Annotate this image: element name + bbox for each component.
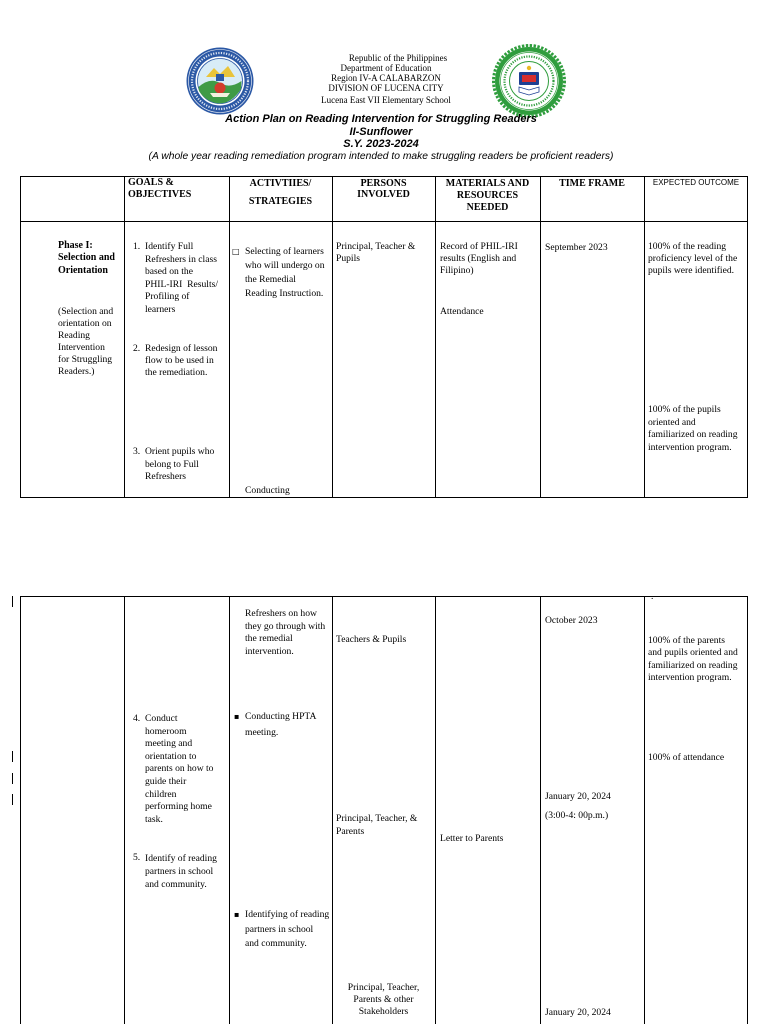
header-divider [21, 221, 747, 222]
materials-text: Letter to Parents [440, 833, 504, 844]
time-frame-text: October 2023 [545, 615, 598, 626]
document-title: Action Plan on Reading Intervention for Struggling Readers [225, 113, 537, 125]
column-divider [124, 597, 125, 1024]
column-header-expected-outcome: EXPECTED OUTCOME [652, 178, 740, 187]
letterhead-line: Region IV-A CALABARZON [331, 73, 441, 83]
goal-item-text: Identify of reading partners in school and community. [145, 853, 217, 890]
column-header-persons: PERSONS INVOLVED [357, 178, 410, 200]
persons-involved-text: Teachers & Pupils [336, 634, 407, 645]
square-bullet-icon: ▪ [234, 712, 240, 721]
square-bullet-icon: ▪ [234, 910, 240, 919]
phase-description: (Selection and orientation on Reading Intervention for Struggling Readers.) [58, 306, 114, 377]
goal-item-text: Conduct homeroom meeting and orientation to parents on how to guide their children performing home task. [145, 713, 214, 825]
margin-mark [12, 751, 13, 762]
school-year: S.Y. 2023-2024 [343, 138, 419, 150]
column-divider [540, 597, 541, 1024]
goal-item-number: 5. [133, 852, 141, 863]
activity-text: Refreshers on how they go through with the remedial intervention. [245, 608, 326, 657]
column-divider [332, 177, 333, 497]
goal-item-number: 2. [133, 343, 141, 354]
persons-involved-text: Principal, Teacher & Pupils [336, 241, 416, 264]
time-frame-text: January 20, 2024 [545, 1007, 611, 1018]
expected-outcome-text: 100% of the pupils oriented and familiarized on reading intervention program. [648, 404, 738, 453]
goal-item-number: 4. [133, 713, 141, 724]
column-header-goals: GOALS & OBJECTIVES [128, 177, 192, 200]
action-plan-table-part-2 [20, 596, 748, 1024]
action-plan-table-part-1 [20, 176, 748, 498]
document-description: (A whole year reading remediation program intended to make struggling readers be proficient readers) [148, 151, 614, 162]
school-seal-icon [491, 43, 567, 119]
margin-mark [12, 773, 13, 784]
phase-title: Phase I: Selection and Orientation [58, 240, 115, 276]
column-header-materials: MATERIALS AND RESOURCES NEEDED [445, 178, 530, 213]
expected-outcome-text: 100% of the parents and pupils oriented and familiarized on reading intervention program. [648, 635, 738, 684]
persons-involved-text: Principal, Teacher, & Parents [336, 812, 418, 837]
column-divider [644, 597, 645, 1024]
column-divider [435, 177, 436, 497]
expected-outcome-text: . [651, 591, 654, 602]
activity-text: Selecting of learners who will undergo on the Remedial Reading Instruction. [245, 246, 325, 299]
column-divider [435, 597, 436, 1024]
column-divider [644, 177, 645, 497]
activity-text: Conducting HPTA meeting. [245, 711, 317, 738]
column-divider [332, 597, 333, 1024]
goal-item-number: 1. [133, 241, 141, 252]
margin-mark [12, 596, 13, 607]
time-frame-text: (3:00-4: 00p.m.) [545, 810, 609, 821]
activity-text: Identifying of reading partners in school and community. [245, 909, 330, 949]
materials-text: Record of PHIL-IRI results (English and Filipino) [440, 241, 518, 276]
checkbox-bullet-icon: □ [232, 247, 240, 256]
letterhead-line: Republic of the Philippines [348, 53, 448, 63]
letterhead-line: Lucena East VII Elementary School [321, 95, 451, 105]
margin-mark [12, 794, 13, 805]
expected-outcome-text: 100% of attendance [648, 752, 725, 763]
goal-item-number: 3. [133, 446, 141, 457]
column-divider [124, 177, 125, 497]
column-header-activities: ACTIVTIIES/ STRATEGIES [248, 178, 313, 207]
letterhead [286, 53, 486, 105]
persons-involved-text: Principal, Teacher, Parents & other Stakeholders [347, 982, 420, 1017]
section-name: II-Sunflower [349, 125, 413, 138]
division-seal-icon [186, 47, 254, 115]
time-frame-text: January 20, 2024 [545, 791, 611, 802]
column-divider [229, 177, 230, 497]
letterhead-line: DIVISION OF LUCENA CITY [328, 83, 444, 93]
column-divider [540, 177, 541, 497]
letterhead-line: Department of Education [340, 63, 432, 73]
goal-item-text: Orient pupils who belong to Full Refreshers [145, 446, 215, 482]
materials-text: Attendance [440, 306, 484, 317]
goal-item-text: Identify Full Refreshers in class based on the PHIL-IRI Results/ Profiling of learners [145, 241, 219, 315]
column-divider [229, 597, 230, 1024]
time-frame-text: September 2023 [545, 242, 608, 253]
expected-outcome-text: 100% of the reading proficiency level of the pupils were identified. [648, 241, 738, 276]
column-header-time-frame: TIME FRAME [559, 178, 625, 189]
activity-text: Conducting [245, 485, 290, 496]
goal-item-text: Redesign of lesson flow to be used in the remediation. [145, 343, 218, 378]
